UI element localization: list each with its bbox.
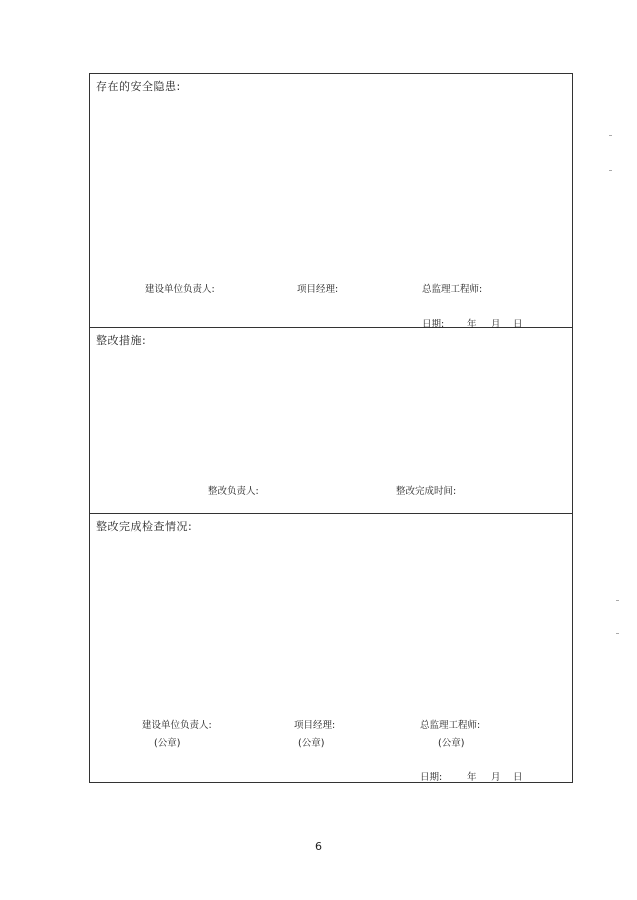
day-label: 日: [513, 772, 523, 783]
date-label: 日期:: [422, 319, 445, 330]
inspection-title: 整改完成检查情况:: [96, 520, 193, 533]
year-label: 年: [467, 772, 477, 783]
chief-supervisor-label: 总监理工程师:: [420, 720, 481, 731]
hazards-section: [90, 74, 572, 328]
rectification-title: 整改措施:: [96, 334, 147, 347]
inspection-section: [90, 514, 572, 782]
pm-seal-label: (公章): [298, 738, 325, 749]
safety-hazard-form: [89, 73, 573, 783]
year-label: 年: [467, 319, 477, 330]
day-label: 日: [513, 319, 523, 330]
scan-speck: [609, 170, 612, 171]
chief-supervisor-label: 总监理工程师:: [422, 284, 483, 295]
month-label: 月: [491, 772, 501, 783]
project-manager-label: 项目经理:: [294, 720, 336, 731]
date-label: 日期:: [420, 772, 443, 783]
scan-speck: [609, 135, 612, 136]
rectification-complete-time-label: 整改完成时间:: [396, 486, 457, 497]
scan-speck: [616, 600, 619, 601]
rectification-responsible-label: 整改负责人:: [208, 486, 259, 497]
chief-seal-label: (公章): [438, 738, 465, 749]
builder-signature-label: 建设单位负责人:: [145, 284, 215, 295]
rectification-section: [90, 328, 572, 514]
month-label: 月: [491, 319, 501, 330]
builder-seal-label: (公章): [154, 738, 181, 749]
builder-signature-label: 建设单位负责人:: [142, 720, 212, 731]
project-manager-label: 项目经理:: [297, 284, 339, 295]
page-number: 6: [315, 840, 322, 853]
scan-speck: [616, 633, 619, 634]
hazards-title: 存在的安全隐患:: [96, 80, 181, 93]
